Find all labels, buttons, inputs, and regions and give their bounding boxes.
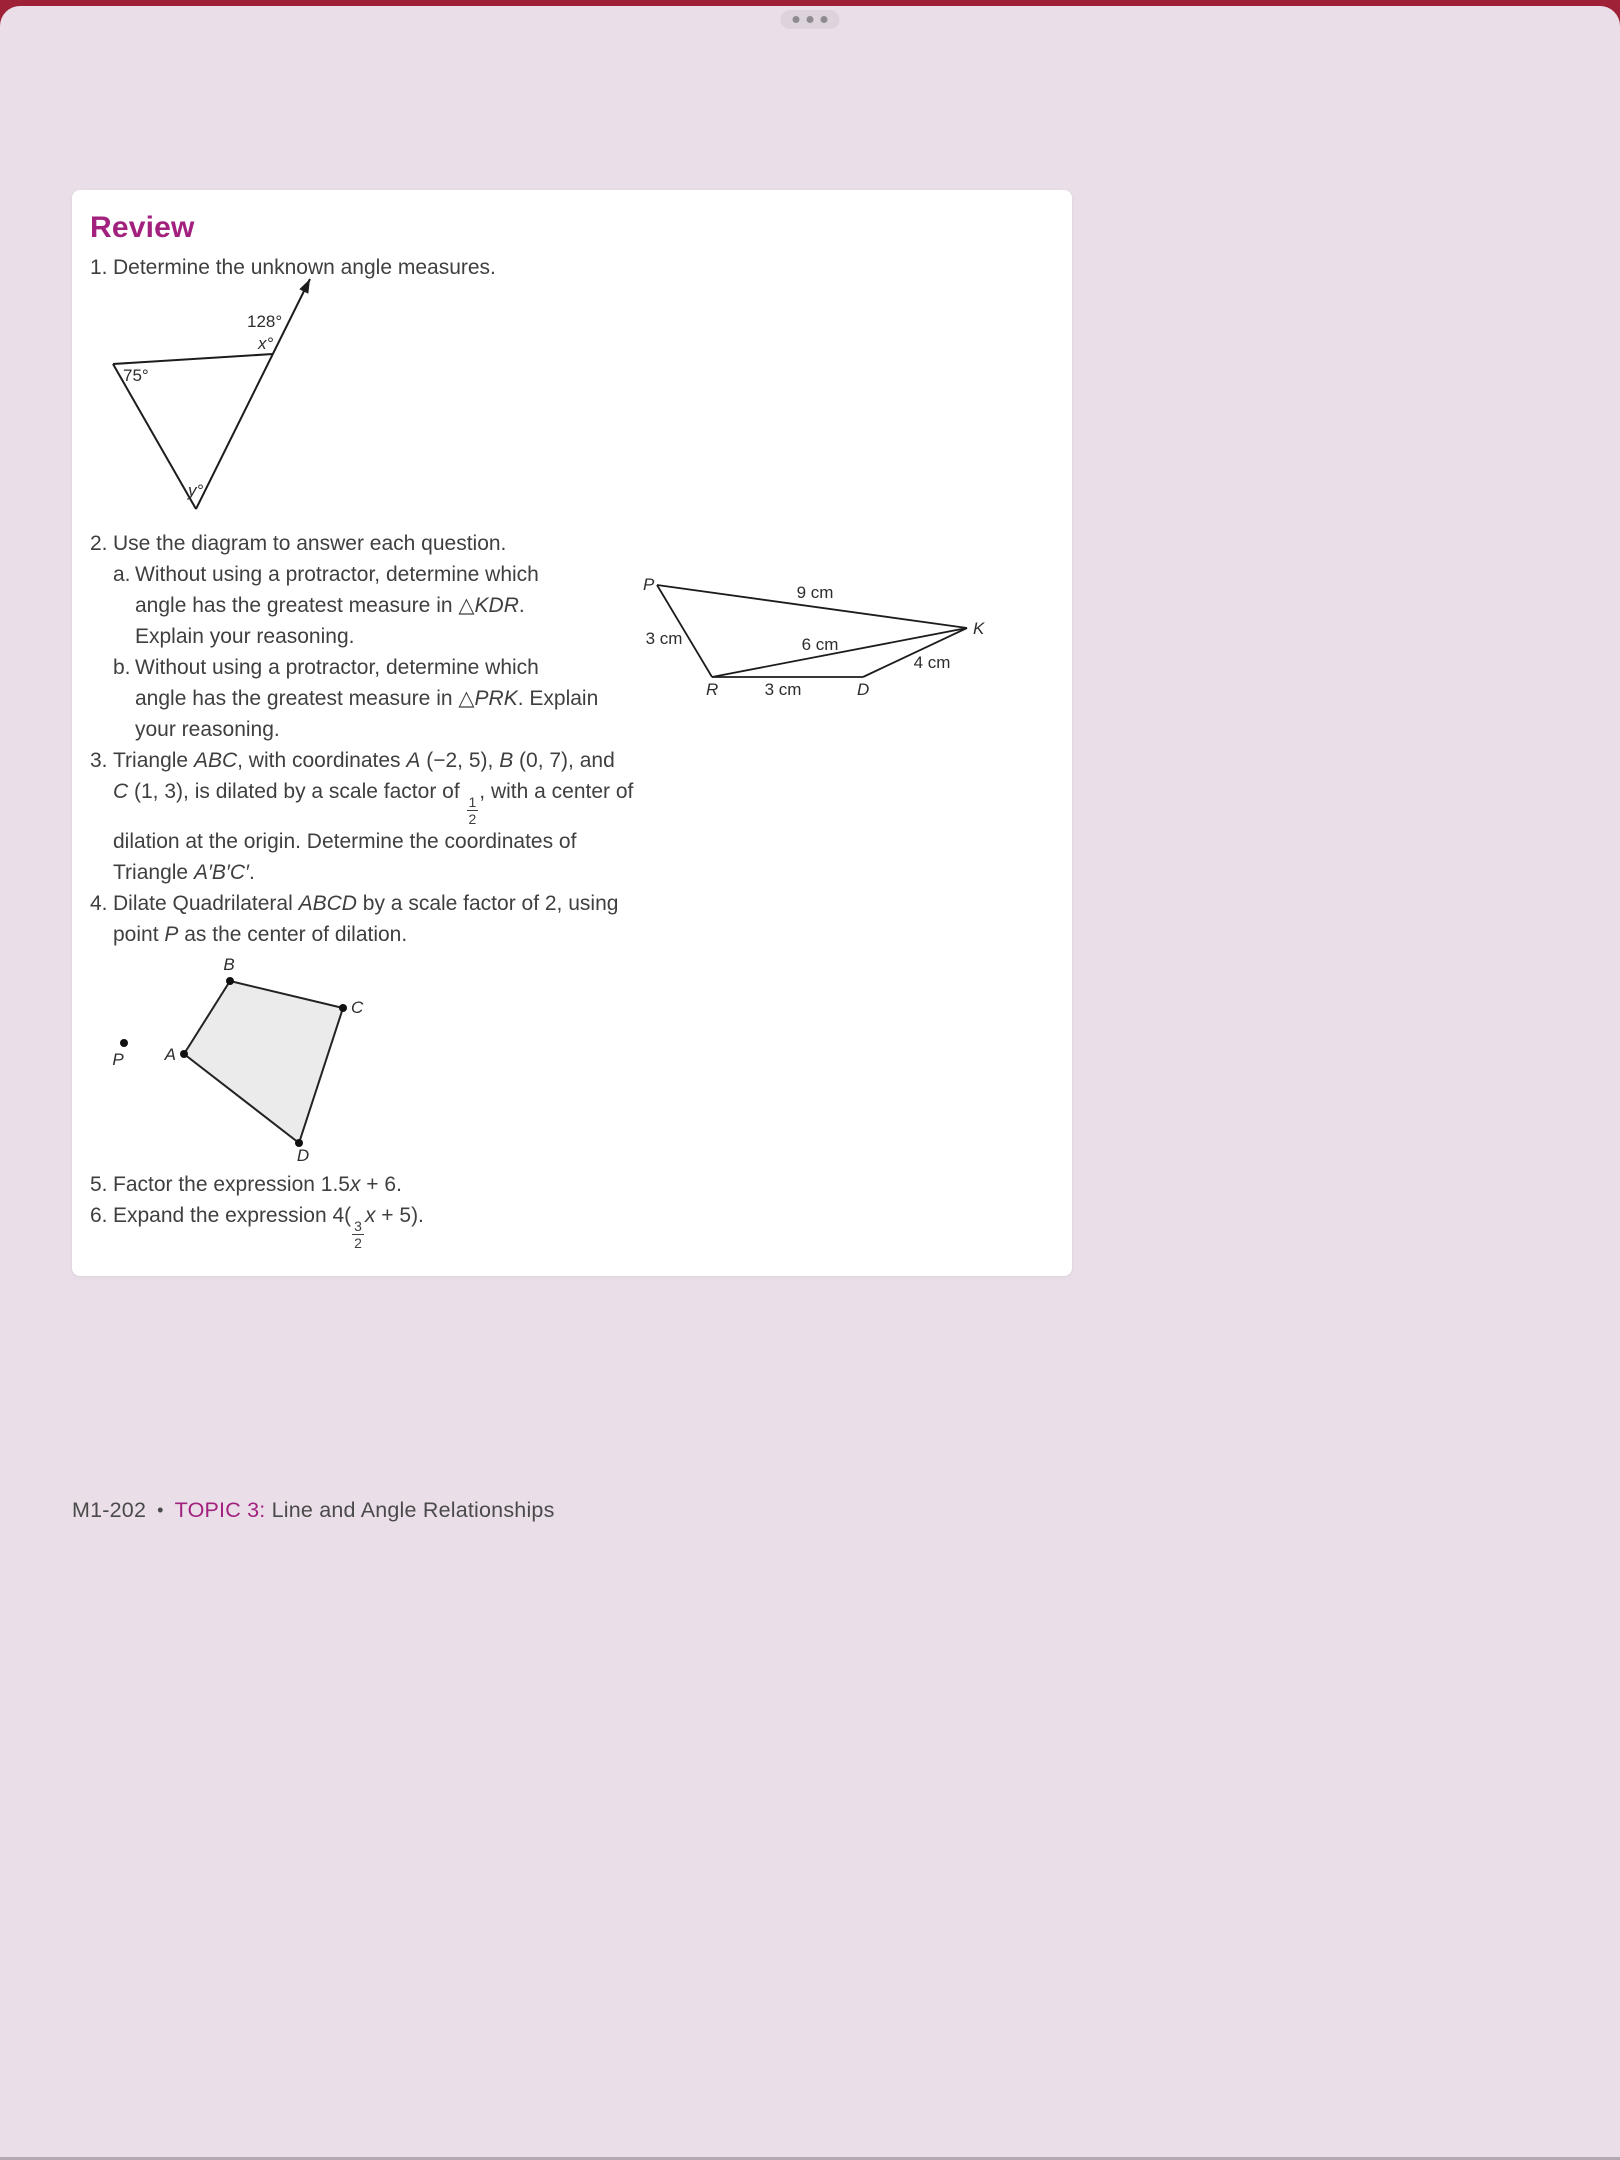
text-line [113,1169,402,1200]
text-segment: Explain your reasoning. [135,625,355,648]
length-pk-label: 9 cm [796,583,834,602]
length-pr-label: 3 cm [645,629,683,648]
text-segment: x [364,1204,376,1227]
point-r-label: R [706,680,719,699]
text-line [135,714,598,745]
text-line [113,776,633,826]
text-segment: KDR [474,594,519,617]
pkdr-figure-diagram [635,570,995,705]
item-text [113,888,618,950]
handle-dot-icon [821,16,828,23]
text-line [135,559,539,590]
text-segment: (−2, 5), [420,749,500,772]
review-item-3 [90,745,1072,888]
vertex-a-dot [180,1050,188,1058]
text-segment: Factor the expression 1.5 [113,1173,350,1196]
sub-item-b [113,652,598,745]
item-number: 5. [90,1173,108,1196]
text-segment: Triangle [113,749,194,772]
triangle-left-edge [113,364,196,509]
sub-item-letter: b. [113,656,131,679]
text-segment: PRK [474,687,518,710]
page-title: Review [90,211,195,244]
item-main-text [113,528,598,559]
text-segment: C [113,780,129,803]
item-text [113,528,598,745]
text-segment: Use the diagram to answer each question. [113,532,507,555]
vertex-b-dot [226,977,234,985]
text-segment: A′B′C′ [193,861,249,884]
text-line [135,652,598,683]
footer-bullet-icon: • [157,1500,164,1520]
item-number: 1. [90,256,108,279]
text-segment: angle has the greatest measure in △ [135,687,475,710]
item-number: 2. [90,532,108,555]
text-segment: as the center of dilation. [178,923,408,946]
length-rd-label: 3 cm [764,680,802,699]
quadrilateral-abcd [184,981,343,1143]
text-segment: P [164,923,179,946]
review-item-1 [90,252,1072,283]
handle-dot-icon [793,16,800,23]
text-segment: by a scale factor of 2, using [356,892,619,915]
item-number: 6. [90,1204,108,1227]
text-segment: + 6. [360,1173,402,1196]
footer-topic-label: TOPIC 3: [174,1498,266,1522]
text-line [113,857,633,888]
text-line [113,888,618,919]
length-dk-label: 4 cm [913,653,951,672]
item-text [113,1169,402,1200]
review-item-5 [90,1169,1072,1200]
text-segment: your reasoning. [135,718,280,741]
window-drag-handle[interactable] [781,10,840,29]
angle-75-label: 75° [123,366,149,385]
text-segment: , with a center of [479,780,634,803]
dilation-quadrilateral-diagram [105,954,405,1169]
angle-y-label: y° [188,481,204,500]
document-page-background [0,6,1620,2160]
text-segment: Without using a protractor, determine which [135,656,539,679]
triangle-angles-diagram [95,272,335,522]
triangle-top-edge [113,354,273,364]
text-line [135,621,539,652]
text-segment: . [248,861,255,884]
review-items [90,252,1072,1250]
handle-dot-icon [807,16,814,23]
item-text [113,745,633,888]
sub-item-text [135,559,539,652]
fraction: $\frac{1}{2}$ [468,794,477,827]
text-line [113,826,633,857]
center-p-dot [120,1039,128,1047]
vertex-c-label: C [351,998,364,1017]
text-line [135,683,598,714]
text-segment: ABC [193,749,238,772]
exterior-angle-label: 128° [247,312,283,331]
length-rk-label: 6 cm [801,635,839,654]
text-segment: point [113,923,165,946]
item-number: 4. [90,892,108,915]
point-p-label: P [643,575,655,594]
text-segment: (0, 7), and [513,749,615,772]
text-segment: Triangle [113,861,194,884]
vertex-d-label: D [296,1146,310,1165]
item-text [113,252,496,283]
page-number: M1-202 [72,1498,147,1522]
text-line [135,590,539,621]
text-segment: Dilate Quadrilateral [113,892,299,915]
review-card [72,190,1072,1276]
text-segment: . Explain [517,687,599,710]
vertex-b-label: B [223,955,235,974]
page-footer [72,1498,555,1523]
text-segment: Expand the expression 4( [113,1204,352,1227]
item-number: 3. [90,749,108,772]
vertex-c-dot [339,1004,347,1012]
text-segment: Without using a protractor, determine which [135,563,539,586]
review-item-4 [90,888,1072,950]
point-d-label: D [857,680,870,699]
text-line [113,1200,424,1250]
text-line [113,252,496,283]
point-k-label: K [973,619,985,638]
text-line [113,528,598,559]
sub-item-a [113,559,598,652]
review-item-6 [90,1200,1072,1250]
text-line [113,745,633,776]
center-p-label: P [112,1050,124,1069]
text-segment: + 5). [375,1204,424,1227]
text-segment: Determine the unknown angle measures. [113,256,496,279]
fraction: $\frac{3}{2}$ [354,1218,362,1251]
text-segment: . [518,594,525,617]
text-line [113,919,618,950]
sub-item-letter: a. [113,563,131,586]
angle-x-label: x° [258,334,274,353]
text-segment: x [349,1173,361,1196]
footer-topic-title: Line and Angle Relationships [265,1498,555,1522]
item-text [113,1200,424,1250]
text-segment: , with coordinates [237,749,407,772]
text-segment: dilation at the origin. Determine the coordinates of [113,830,577,853]
sub-item-text [135,652,598,745]
text-segment: A [406,749,421,772]
text-segment: ABCD [298,892,357,915]
text-segment: (1, 3), is dilated by a scale factor of [128,780,466,803]
text-segment: B [499,749,514,772]
text-segment: angle has the greatest measure in △ [135,594,475,617]
vertex-a-label: A [164,1045,176,1064]
